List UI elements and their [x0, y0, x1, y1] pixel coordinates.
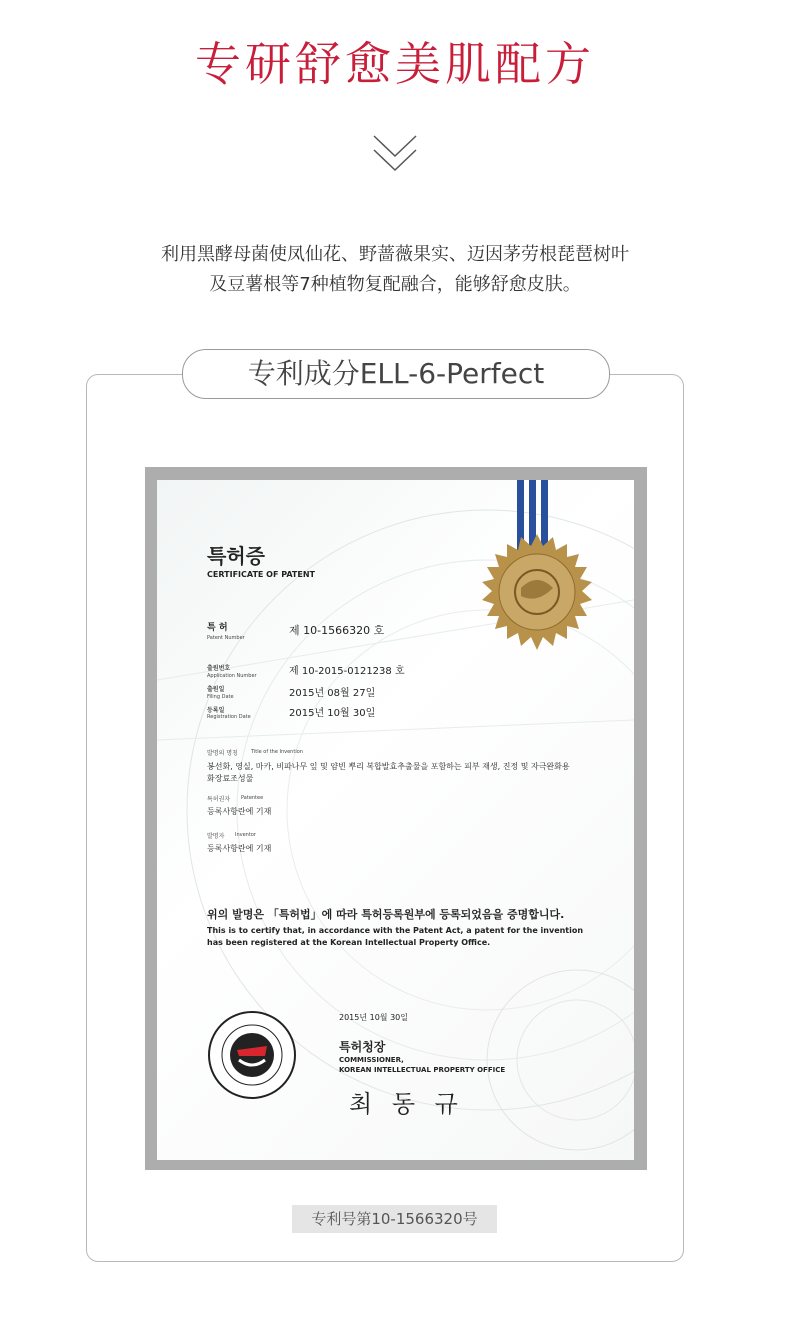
registration-date-label: 등록일 — [207, 707, 225, 714]
inventor-label-en: Inventor — [235, 832, 256, 838]
patent-number-label-en: Patent Number — [207, 635, 245, 641]
certification-statement-ko: 위의 발명은 「특허법」에 따라 특허등록원부에 등록되었음을 증명합니다. — [207, 908, 565, 921]
application-number-value: 제 10-2015-0121238 호 — [289, 666, 405, 677]
patent-certificate — [157, 480, 634, 1160]
intro-line-1: 利用黑酵母菌使凤仙花、野蔷薇果实、迈因茅劳根琵琶树叶 — [161, 244, 629, 265]
certification-statement-en-1: This is to certify that, in accordance with the Patent Act, a patent for the invention — [207, 926, 584, 935]
certification-statement-en-2: has been registered at the Korean Intellectual Property Office. — [207, 938, 491, 947]
patent-ingredient-badge: 专利成分ELL-6-Perfect — [182, 349, 610, 399]
issue-date: 2015년 10월 30일 — [339, 1013, 408, 1022]
certificate-title-en: CERTIFICATE OF PATENT — [207, 570, 315, 579]
filing-date-value: 2015년 08월 27일 — [289, 688, 376, 699]
patent-number-caption: 专利号第10-1566320号 — [292, 1205, 497, 1233]
patentee-label-en: Patentee — [241, 795, 264, 801]
intro-line-2: 及豆薯根等7种植物复配融合，能够舒愈皮肤。 — [209, 274, 581, 295]
patent-number-label: 특 허 — [207, 623, 228, 633]
application-number-label-en: Application Number — [207, 673, 257, 679]
filing-date-label: 출원일 — [207, 686, 225, 693]
patent-number-value: 제 10-1566320 호 — [289, 624, 385, 637]
patentee-label: 특허권자 — [207, 796, 231, 803]
patentee-value: 등록사항란에 기재 — [207, 807, 272, 816]
intro-text — [0, 240, 790, 300]
invention-title-label-en: Title of the Invention — [251, 749, 303, 755]
office-title-ko: 특허청장 — [339, 1040, 386, 1054]
registration-date-label-en: Registration Date — [207, 714, 251, 720]
chevron-down-icon — [372, 128, 418, 178]
commissioner-signature: 최 동 규 — [349, 1090, 464, 1118]
section-heading: 专研舒愈美肌配方 — [195, 37, 595, 91]
invention-title-line-2: 화장료조성물 — [207, 774, 254, 783]
filing-date-label-en: Filing Date — [207, 694, 234, 700]
office-title-en-2: KOREAN INTELLECTUAL PROPERTY OFFICE — [339, 1066, 506, 1074]
kipo-seal-icon — [207, 1010, 297, 1100]
registration-date-value: 2015년 10월 30일 — [289, 708, 376, 719]
office-title-en-1: COMMISSIONER, — [339, 1056, 404, 1064]
invention-title-line-1: 봉선화, 영실, 마카, 비파나무 잎 및 얌빈 뿌리 복합발효추출물을 포함하는 피부 재생, 진정 및 자극완화용 — [207, 762, 570, 771]
inventor-value: 등록사항란에 기재 — [207, 844, 272, 853]
certificate-title-ko: 특허증 — [207, 544, 265, 568]
application-number-label: 출원번호 — [207, 665, 231, 672]
gold-seal-icon — [477, 532, 597, 652]
invention-title-label: 발명의 명칭 — [207, 750, 238, 757]
inventor-label: 발명자 — [207, 833, 225, 840]
